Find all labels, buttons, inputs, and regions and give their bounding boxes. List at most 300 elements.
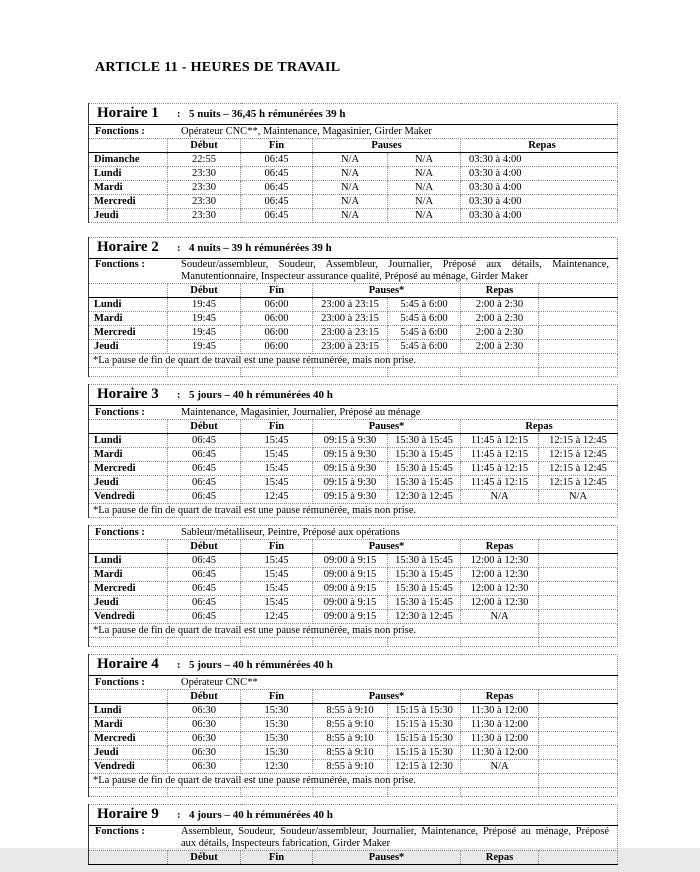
day-cell: Dimanche — [89, 153, 168, 167]
day-cell: Lundi — [89, 704, 168, 718]
repas-cell: 03:30 à 4:00 — [461, 181, 618, 195]
time-cell: 11:30 à 12:00 — [461, 718, 539, 732]
time-cell: 06:30 — [168, 718, 241, 732]
time-cell: 15:30 — [241, 718, 313, 732]
table-row — [89, 732, 618, 746]
time-cell: 06:45 — [168, 462, 241, 476]
header-cell-blank — [89, 851, 168, 865]
blank-cell — [241, 368, 313, 377]
table-title-row — [89, 655, 618, 676]
header-cell-blank — [89, 284, 168, 298]
time-cell: 15:30 à 15:45 — [388, 434, 461, 448]
day-cell: Mardi — [89, 568, 168, 582]
fonctions-cell — [89, 526, 618, 540]
table-title-cell — [89, 104, 618, 125]
time-cell: 8:55 à 9:10 — [313, 746, 388, 760]
blank-cell — [539, 596, 618, 610]
time-cell: 8:55 à 9:10 — [313, 760, 388, 774]
blank-cell — [241, 638, 313, 647]
header-cell-pauses: Pauses — [313, 139, 461, 153]
day-cell: Lundi — [89, 167, 168, 181]
time-cell: 5:45 à 6:00 — [388, 326, 461, 340]
table-title-cell — [89, 238, 618, 259]
fonctions-flex — [91, 407, 615, 419]
blank-cell — [388, 368, 461, 377]
schedule-table-horaire-1 — [88, 103, 618, 223]
time-cell: 06:30 — [168, 746, 241, 760]
header-cell-repas: Repas — [461, 420, 618, 434]
fonctions-row — [89, 125, 618, 139]
time-cell: 11:45 à 12:15 — [461, 462, 539, 476]
document-body — [88, 60, 617, 872]
blank-cell — [539, 774, 618, 788]
blank-cell — [539, 582, 618, 596]
header-cell-blank — [89, 540, 168, 554]
empty-row — [89, 368, 618, 377]
fonctions-cell — [89, 406, 618, 420]
table-row — [89, 448, 618, 462]
repas-cell: 03:30 à 4:00 — [461, 167, 618, 181]
table-subtitle: 5 nuits – 36,45 h rémunérées 39 h — [189, 108, 346, 120]
time-cell: N/A — [461, 760, 539, 774]
column-header-row — [89, 540, 618, 554]
time-cell: 09:15 à 9:30 — [313, 462, 388, 476]
table-title-flex — [91, 658, 615, 672]
table-title: Horaire 1 — [97, 105, 159, 121]
day-cell: Jeudi — [89, 209, 168, 223]
fonctions-label: Fonctions : — [95, 406, 145, 418]
header-cell-fin: Fin — [241, 540, 313, 554]
schedule-tables-container — [88, 103, 617, 865]
time-cell: 09:15 à 9:30 — [313, 448, 388, 462]
time-cell: 12:15 à 12:45 — [539, 476, 618, 490]
time-cell: 11:30 à 12:00 — [461, 746, 539, 760]
time-cell: 06:45 — [168, 554, 241, 568]
table-row — [89, 554, 618, 568]
day-cell: Jeudi — [89, 596, 168, 610]
day-cell: Mercredi — [89, 582, 168, 596]
table-row — [89, 490, 618, 504]
header-cell-blank-right — [539, 851, 618, 865]
time-cell: 15:45 — [241, 596, 313, 610]
table-row — [89, 326, 618, 340]
blank-cell — [539, 746, 618, 760]
schedule-table-horaire-3 — [88, 384, 618, 518]
day-cell: Mardi — [89, 312, 168, 326]
table-row — [89, 568, 618, 582]
time-cell: 8:55 à 9:10 — [313, 718, 388, 732]
time-cell: 19:45 — [168, 298, 241, 312]
time-cell: 11:30 à 12:00 — [461, 704, 539, 718]
time-cell: 06:45 — [241, 181, 313, 195]
schedule-table-horaire-9 — [88, 804, 618, 865]
blank-cell — [461, 368, 539, 377]
day-cell: Jeudi — [89, 746, 168, 760]
table-title-colon: : — [177, 660, 181, 671]
footnote: *La pause de fin de quart de travail est une pause rémunérée, mais non prise. — [89, 504, 618, 518]
time-cell: 06:00 — [241, 326, 313, 340]
table-row — [89, 582, 618, 596]
day-cell: Lundi — [89, 554, 168, 568]
repas-cell: 03:30 à 4:00 — [461, 195, 618, 209]
table-subtitle: 5 jours – 40 h rémunérées 40 h — [189, 389, 333, 401]
day-cell: Mercredi — [89, 195, 168, 209]
time-cell: 11:30 à 12:00 — [461, 732, 539, 746]
header-cell-fin: Fin — [241, 851, 313, 865]
table-row — [89, 610, 618, 624]
time-cell: 06:00 — [241, 312, 313, 326]
time-cell: 06:45 — [241, 167, 313, 181]
time-cell: 06:45 — [241, 153, 313, 167]
time-cell: 15:15 à 15:30 — [388, 746, 461, 760]
time-cell: 15:45 — [241, 448, 313, 462]
fonctions-flex — [91, 126, 615, 138]
repas-cell: 03:30 à 4:00 — [461, 209, 618, 223]
table-row — [89, 209, 618, 223]
time-cell: 06:00 — [241, 340, 313, 354]
header-cell-blank-right — [539, 284, 618, 298]
table-row — [89, 760, 618, 774]
table-title-cell — [89, 805, 618, 826]
column-header-row — [89, 690, 618, 704]
footnote-row — [89, 624, 618, 638]
header-cell-debut: Début — [168, 690, 241, 704]
time-cell: 15:45 — [241, 554, 313, 568]
blank-cell — [539, 326, 618, 340]
time-cell: 5:45 à 6:00 — [388, 340, 461, 354]
table-title: Horaire 3 — [97, 386, 159, 402]
time-cell: 15:30 à 15:45 — [388, 582, 461, 596]
table-row — [89, 195, 618, 209]
table-row — [89, 181, 618, 195]
time-cell: 09:00 à 9:15 — [313, 582, 388, 596]
time-cell: 22:55 — [168, 153, 241, 167]
time-cell: 12:00 à 12:30 — [461, 554, 539, 568]
day-cell: Mardi — [89, 718, 168, 732]
time-cell: 23:00 à 23:15 — [313, 340, 388, 354]
time-cell: 15:30 — [241, 732, 313, 746]
table-title-row — [89, 385, 618, 406]
time-cell: 15:30 à 15:45 — [388, 462, 461, 476]
time-cell: 11:45 à 12:15 — [461, 476, 539, 490]
table-row — [89, 596, 618, 610]
fonctions-text: Opérateur CNC** — [181, 676, 258, 688]
table-title-cell — [89, 385, 618, 406]
fonctions-row — [89, 526, 618, 540]
blank-cell — [539, 312, 618, 326]
time-cell: 06:45 — [168, 596, 241, 610]
time-cell: 15:45 — [241, 568, 313, 582]
table-title-colon: : — [177, 390, 181, 401]
header-cell-repas: Repas — [461, 139, 618, 153]
blank-cell — [168, 788, 241, 797]
time-cell: 15:45 — [241, 476, 313, 490]
table-row — [89, 298, 618, 312]
empty-row — [89, 638, 618, 647]
time-cell: 09:00 à 9:15 — [313, 554, 388, 568]
header-cell-blank — [89, 690, 168, 704]
footnote-row — [89, 504, 618, 518]
repas-cell: 03:30 à 4:00 — [461, 153, 618, 167]
header-cell-debut: Début — [168, 540, 241, 554]
blank-cell — [461, 638, 539, 647]
column-header-row — [89, 851, 618, 865]
fonctions-text: Maintenance, Magasinier, Journalier, Préposé au ménage — [181, 406, 421, 418]
footnote: *La pause de fin de quart de travail est une pause rémunérée, mais non prise. — [89, 624, 539, 638]
day-cell: Vendredi — [89, 610, 168, 624]
time-cell: 09:00 à 9:15 — [313, 568, 388, 582]
blank-cell — [539, 638, 618, 647]
blank-cell — [313, 638, 388, 647]
time-cell: 12:30 à 12:45 — [388, 490, 461, 504]
header-cell-pauses: Pauses* — [313, 690, 461, 704]
table-title: Horaire 9 — [97, 806, 159, 822]
time-cell: 12:30 à 12:45 — [388, 610, 461, 624]
header-cell-debut: Début — [168, 420, 241, 434]
blank-cell — [539, 788, 618, 797]
header-cell-repas: Repas — [461, 690, 539, 704]
day-cell: Jeudi — [89, 476, 168, 490]
time-cell: 15:30 à 15:45 — [388, 448, 461, 462]
table-title: Horaire 4 — [97, 656, 159, 672]
column-header-row — [89, 139, 618, 153]
time-cell: 23:00 à 23:15 — [313, 298, 388, 312]
fonctions-text: Opérateur CNC**, Maintenance, Magasinier, Girder Maker — [181, 125, 432, 137]
table-row — [89, 704, 618, 718]
table-row — [89, 746, 618, 760]
column-header-row — [89, 284, 618, 298]
time-cell: 11:45 à 12:15 — [461, 434, 539, 448]
fonctions-label: Fonctions : — [95, 826, 145, 837]
blank-cell — [539, 718, 618, 732]
time-cell: 09:15 à 9:30 — [313, 434, 388, 448]
header-cell-blank — [89, 420, 168, 434]
fonctions-cell — [89, 125, 618, 139]
time-cell: N/A — [313, 181, 388, 195]
header-cell-blank — [89, 139, 168, 153]
time-cell: 15:45 — [241, 582, 313, 596]
blank-cell — [539, 368, 618, 377]
fonctions-flex — [91, 677, 615, 689]
table-title-colon: : — [177, 109, 181, 120]
time-cell: 23:30 — [168, 181, 241, 195]
time-cell: 12:15 à 12:45 — [539, 448, 618, 462]
blank-cell — [539, 568, 618, 582]
time-cell: 15:15 à 15:30 — [388, 732, 461, 746]
day-cell: Mardi — [89, 448, 168, 462]
time-cell: 2:00 à 2:30 — [461, 340, 539, 354]
fonctions-row — [89, 259, 618, 284]
time-cell: 12:45 — [241, 490, 313, 504]
table-row — [89, 167, 618, 181]
time-cell: 12:00 à 12:30 — [461, 596, 539, 610]
time-cell: 15:15 à 15:30 — [388, 704, 461, 718]
fonctions-text: Soudeur/assembleur, Soudeur, Assembleur, Journalier, Préposé aux détails, Maintenance, Manutentionnaire, Inspecteur assurance qualité, Préposé au ménage, Girder Maker — [181, 259, 610, 282]
time-cell: 5:45 à 6:00 — [388, 312, 461, 326]
day-cell: Vendredi — [89, 760, 168, 774]
blank-cell — [539, 624, 618, 638]
footnote: *La pause de fin de quart de travail est une pause rémunérée, mais non prise. — [89, 774, 539, 788]
table-title-cell — [89, 655, 618, 676]
table-title-flex — [91, 241, 615, 255]
time-cell: 15:15 à 15:30 — [388, 718, 461, 732]
time-cell: 15:30 à 15:45 — [388, 568, 461, 582]
blank-cell — [539, 732, 618, 746]
fonctions-cell — [89, 826, 618, 851]
fonctions-label: Fonctions : — [95, 125, 145, 137]
time-cell: 23:30 — [168, 195, 241, 209]
footnote-row — [89, 354, 618, 368]
time-cell: 12:15 à 12:45 — [539, 462, 618, 476]
fonctions-row — [89, 406, 618, 420]
time-cell: 15:30 à 15:45 — [388, 596, 461, 610]
header-cell-fin: Fin — [241, 690, 313, 704]
time-cell: N/A — [461, 610, 539, 624]
time-cell: 11:45 à 12:15 — [461, 448, 539, 462]
blank-cell — [168, 368, 241, 377]
header-cell-pauses: Pauses* — [313, 420, 461, 434]
day-cell: Jeudi — [89, 340, 168, 354]
time-cell: 06:30 — [168, 760, 241, 774]
blank-cell — [539, 340, 618, 354]
time-cell: N/A — [461, 490, 539, 504]
table-row — [89, 476, 618, 490]
table-title: Horaire 2 — [97, 239, 159, 255]
table-row — [89, 462, 618, 476]
fonctions-cell — [89, 259, 618, 284]
fonctions-row — [89, 676, 618, 690]
table-row — [89, 434, 618, 448]
time-cell: N/A — [313, 209, 388, 223]
header-cell-pauses: Pauses* — [313, 540, 461, 554]
header-cell-blank-right — [539, 690, 618, 704]
time-cell: 06:00 — [241, 298, 313, 312]
time-cell: 19:45 — [168, 312, 241, 326]
time-cell: 06:45 — [168, 434, 241, 448]
time-cell: 2:00 à 2:30 — [461, 326, 539, 340]
time-cell: 15:45 — [241, 434, 313, 448]
blank-cell — [168, 638, 241, 647]
fonctions-flex — [91, 527, 615, 539]
time-cell: 5:45 à 6:00 — [388, 298, 461, 312]
table-title-row — [89, 238, 618, 259]
fonctions-text: Sableur/métalliseur, Peintre, Préposé aux opérations — [181, 526, 400, 538]
blank-cell — [539, 610, 618, 624]
time-cell: 06:45 — [168, 448, 241, 462]
day-cell: Lundi — [89, 434, 168, 448]
time-cell: 15:30 — [241, 746, 313, 760]
time-cell: 23:00 à 23:15 — [313, 326, 388, 340]
footnote: *La pause de fin de quart de travail est une pause rémunérée, mais non prise. — [89, 354, 539, 368]
header-cell-fin: Fin — [241, 420, 313, 434]
header-cell-debut: Début — [168, 284, 241, 298]
header-cell-blank-right — [539, 540, 618, 554]
blank-cell — [539, 554, 618, 568]
fonctions-label: Fonctions : — [95, 259, 145, 270]
blank-cell — [388, 638, 461, 647]
time-cell: 8:55 à 9:10 — [313, 732, 388, 746]
page-title: ARTICLE 11 - HEURES DE TRAVAIL — [95, 60, 341, 75]
time-cell: 06:45 — [241, 209, 313, 223]
empty-row — [89, 788, 618, 797]
header-cell-debut: Début — [168, 851, 241, 865]
day-cell: Mardi — [89, 181, 168, 195]
time-cell: N/A — [388, 209, 461, 223]
time-cell: 2:00 à 2:30 — [461, 312, 539, 326]
fonctions-flex — [91, 826, 615, 850]
time-cell: 06:45 — [241, 195, 313, 209]
time-cell: 06:45 — [168, 490, 241, 504]
fonctions-label: Fonctions : — [95, 526, 145, 538]
blank-cell — [313, 788, 388, 797]
time-cell: 19:45 — [168, 340, 241, 354]
fonctions-text: Assembleur, Soudeur, Soudeur/assembleur, Journalier, Maintenance, Préposé au ménage, Préposé aux détails, Inspecteurs fabrication, Girder Maker — [181, 826, 610, 849]
table-row — [89, 312, 618, 326]
schedule-table-horaire-2 — [88, 237, 618, 377]
time-cell: 15:30 à 15:45 — [388, 476, 461, 490]
time-cell: N/A — [388, 195, 461, 209]
footnote-row — [89, 774, 618, 788]
table-title-flex — [91, 388, 615, 402]
time-cell: 06:30 — [168, 732, 241, 746]
blank-cell — [89, 788, 168, 797]
time-cell: 15:30 à 15:45 — [388, 554, 461, 568]
blank-cell — [313, 368, 388, 377]
time-cell: 06:45 — [168, 610, 241, 624]
table-title-row — [89, 104, 618, 125]
time-cell: 09:00 à 9:15 — [313, 596, 388, 610]
header-cell-repas: Repas — [461, 851, 539, 865]
header-cell-repas: Repas — [461, 284, 539, 298]
time-cell: 15:30 — [241, 704, 313, 718]
table-subtitle: 5 jours – 40 h rémunérées 40 h — [189, 659, 333, 671]
time-cell: 12:00 à 12:30 — [461, 582, 539, 596]
time-cell: 06:45 — [168, 582, 241, 596]
schedule-table-horaire-3-fonctions-2 — [88, 525, 618, 647]
table-title-row — [89, 805, 618, 826]
blank-cell — [539, 704, 618, 718]
time-cell: N/A — [388, 167, 461, 181]
time-cell: 23:00 à 23:15 — [313, 312, 388, 326]
day-cell: Lundi — [89, 298, 168, 312]
time-cell: 19:45 — [168, 326, 241, 340]
time-cell: 23:30 — [168, 209, 241, 223]
blank-cell — [461, 788, 539, 797]
table-subtitle: 4 nuits – 39 h rémunérées 39 h — [189, 242, 332, 254]
schedule-table-horaire-4 — [88, 654, 618, 797]
table-subtitle: 4 jours – 40 h rémunérées 40 h — [189, 809, 333, 821]
table-title-colon: : — [177, 243, 181, 254]
time-cell: 12:30 — [241, 760, 313, 774]
time-cell: N/A — [539, 490, 618, 504]
blank-cell — [539, 760, 618, 774]
table-title-flex — [91, 107, 615, 121]
time-cell: N/A — [313, 153, 388, 167]
time-cell: 23:30 — [168, 167, 241, 181]
time-cell: 06:45 — [168, 476, 241, 490]
table-row — [89, 340, 618, 354]
time-cell: 2:00 à 2:30 — [461, 298, 539, 312]
fonctions-row — [89, 826, 618, 851]
fonctions-label: Fonctions : — [95, 676, 145, 688]
table-title-colon: : — [177, 810, 181, 821]
table-row — [89, 153, 618, 167]
header-cell-fin: Fin — [241, 139, 313, 153]
time-cell: 06:45 — [168, 568, 241, 582]
column-header-row — [89, 420, 618, 434]
time-cell: 8:55 à 9:10 — [313, 704, 388, 718]
time-cell: 09:15 à 9:30 — [313, 476, 388, 490]
